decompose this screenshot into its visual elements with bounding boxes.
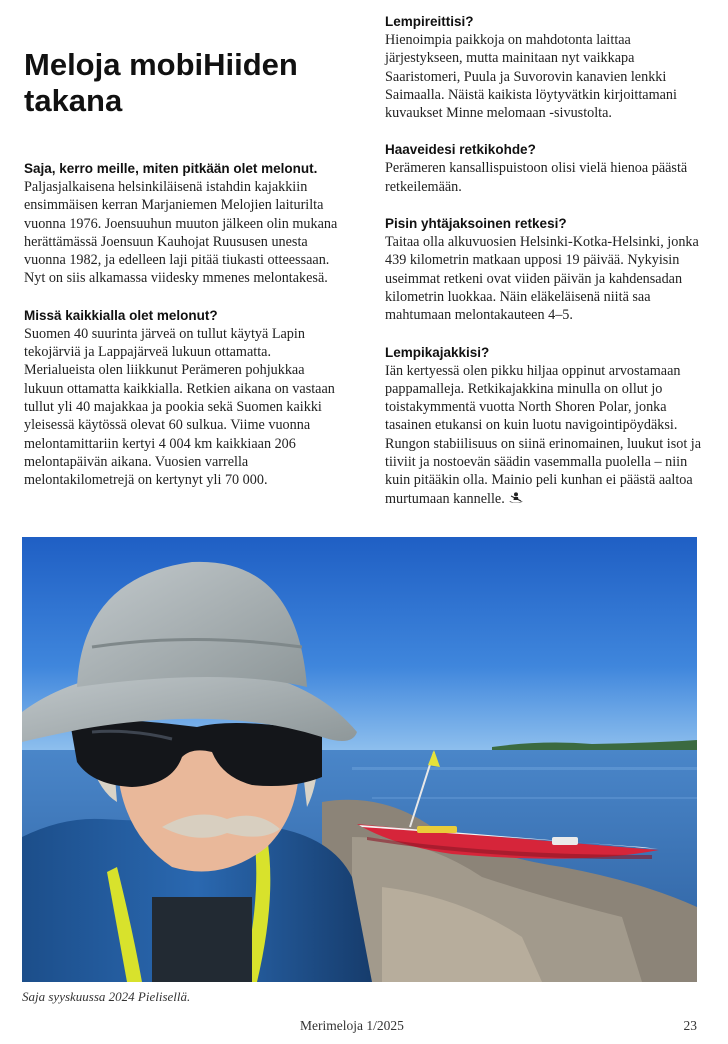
answer: Hienoimpia paikkoja on mahdotonta laittaa järjestykseen, mutta mainitaan nyt vaikkapa Saaristomeri, Puula ja Suvorovin kanavien lenkki Saimaalla. Näistä kaikista löytyvätkin kirjoittamani kuvaukset Minne melomaan -sivustolta. [385,32,677,122]
magazine-footer: Merimeloja 1/2025 [300,1018,404,1033]
qa-block [24,160,344,288]
right-column [385,13,707,528]
photo-kayaker-selfie [22,537,697,982]
question: Pisin yhtäjaksoinen retkesi? [385,216,567,232]
question: Lempikajakkisi? [385,344,490,360]
question: Saja, kerro meille, miten pitkään olet melonut. [24,161,318,176]
answer: Taitaa olla alkuvuosien Helsinki-Kotka-Helsinki, jonka 439 kilometrin matkaan upposi 19 päivää. Nykyisin useimmat retkeni ovat viiden päivän ja kahdensadan kilometrin luokkaa. Näin eläkeläisenä niitä saa mahtumaan melontakauteen 4–5. [385,234,699,324]
photo-caption: Saja syyskuussa 2024 Pielisellä. [22,989,191,1004]
qa-block [24,307,344,490]
article-title: Meloja mobiHiiden takana [24,47,298,118]
qa-block [385,215,707,324]
question: Haaveidesi retkikohde? [385,142,536,158]
answer: Perämeren kansallispuistoon olisi vielä hienoa päästä retkeilemään. [385,160,688,195]
left-column [24,160,344,508]
kayaker-end-icon [509,491,523,509]
article-photo [22,537,697,982]
answer-with-end-mark [385,362,707,509]
answer: Paljasjalkaisena helsinkiläisenä istahdin kajakkiin ensimmäisen kerran Marjaniemen Melojien laiturilta vuonna 1976. Joensuuhun muuton jälkeen olin mukana herättämässä Joensuun Kauhojat Ruususen unesta vuonna 1982, ja edelleen laji pitää tiukasti otteessaan. Nyt on siis alkamassa viidesky mmenes melontakesä. [24,179,338,287]
question: Missä kaikkialla olet melonut? [24,307,218,323]
qa-block [385,344,707,509]
page-number: 23 [683,1018,697,1033]
question: Lempireittisi? [385,14,474,29]
answer: Suomen 40 suurinta järveä on tullut käytyä Lapin tekojärviä ja Lappajärveä lukuun ottamatta. Merialueista olen liikkunut Perämeren pohjukkaa lukuun ottamatta kaikkialla. Retkien aikana on vastaan tullut yli 40 majakkaa ja pookia sekä Suomen kaikki yleisessä käytössä olevat 60 sulkua. Viime vuonna melontamittariin kertyi 4 004 km kaikkiaan 206 melontapäivän aikana. Vuosien varrella melontakilometrejä on kertynyt yli 70 000. [24,325,335,489]
qa-block [385,141,707,196]
answer: Iän kertyessä olen pikku hiljaa oppinut arvostamaan pappamalleja. Retkikajakkina minulla on ollut jo toistakymmentä vuotta North Shoren Polar, jonka tasainen etukansi on kuin luotu navigointipöydäksi. Rungon stabiilisuus on siinä erinomainen, luukut isot ja tiiviit ja nostoevän säädin vasemmalla puolella – niin kuin pitääkin olla. Mainio peli kunhan ei päästä aaltoa murtumaan kannelle. [385,362,702,507]
qa-block [385,13,707,122]
